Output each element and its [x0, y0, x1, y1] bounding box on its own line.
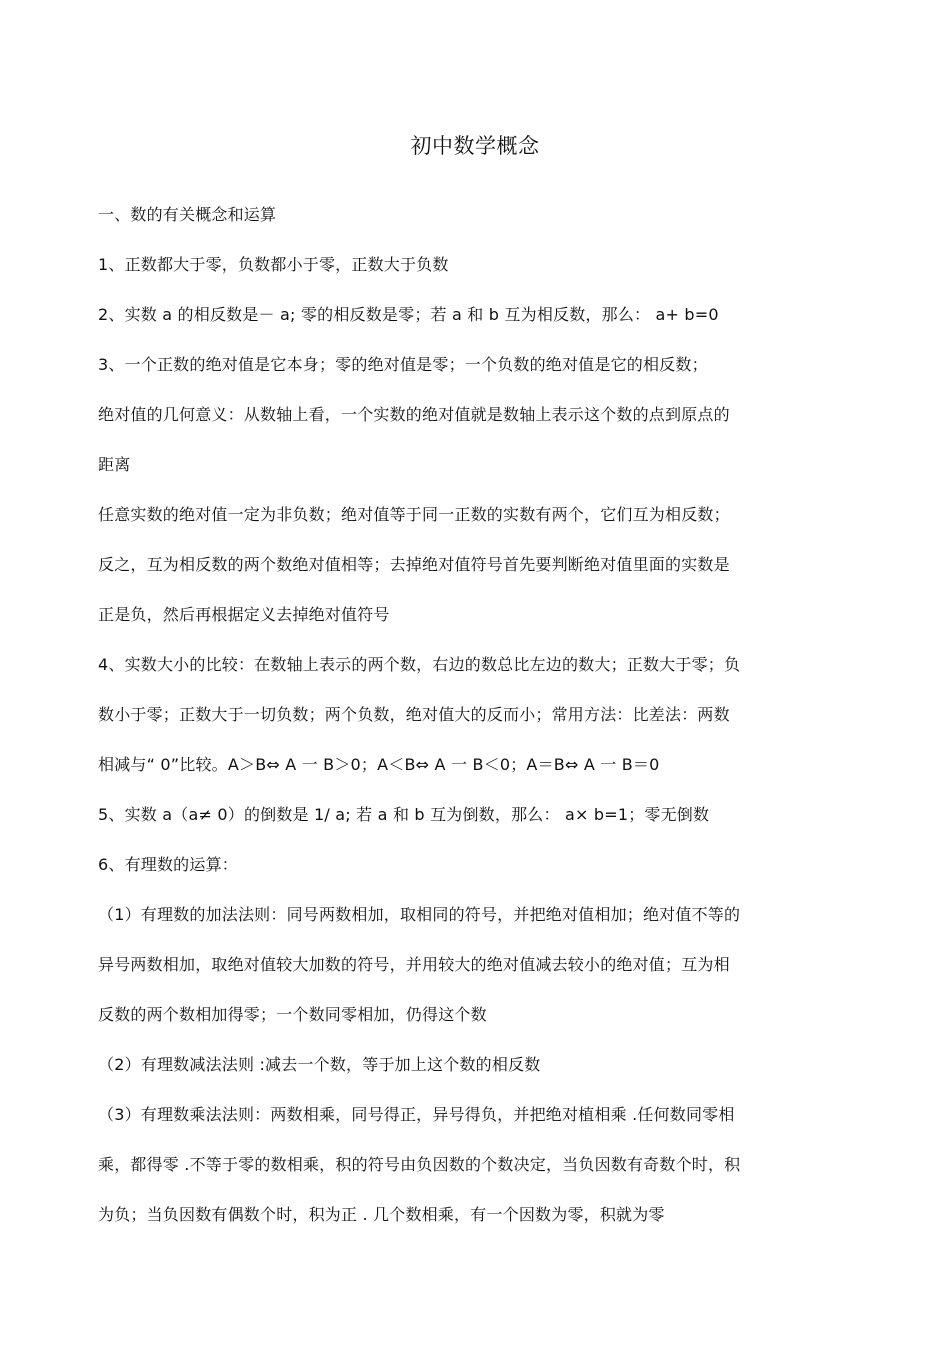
text-line: 6、有理数的运算： [98, 855, 238, 874]
text-line: 2、实数 a 的相反数是－ a; 零的相反数是零；若 a 和 b 互为相反数，那么： a+ b=0 [98, 305, 719, 324]
text-line: （3）有理数乘法法则：两数相乘，同号得正，异号得负，并把绝对植相乘 .任何数同零相 [98, 1105, 735, 1124]
section-heading: 一、数的有关概念和运算 [98, 205, 277, 224]
text-line: 乘，都得零 .不等于零的数相乘，积的符号由负因数的个数决定，当负因数有奇数个时，积 [98, 1155, 741, 1174]
text-line: 相减与“ 0”比较。A＞B⇔ A 一 B＞0；A＜B⇔ A 一 B＜0；A＝B⇔ A 一 B＝0 [98, 755, 660, 774]
text-line: 距离 [98, 455, 131, 474]
text-line: 反之，互为相反数的两个数绝对值相等；去掉绝对值符号首先要判断绝对值里面的实数是 [98, 555, 730, 574]
text-line: 3、一个正数的绝对值是它本身；零的绝对值是零；一个负数的绝对值是它的相反数； [98, 355, 708, 374]
document-title: 初中数学概念 [410, 134, 540, 158]
text-line: 异号两数相加，取绝对值较大加数的符号，并用较大的绝对值减去较小的绝对值；互为相 [98, 955, 730, 974]
text-line: 4、实数大小的比较：在数轴上表示的两个数，右边的数总比左边的数大；正数大于零；负 [98, 655, 741, 674]
text-line: （1）有理数的加法法则：同号两数相加，取相同的符号，并把绝对值相加；绝对值不等的 [98, 905, 741, 924]
text-line: 为负；当负因数有偶数个时，积为正 . 几个数相乘，有一个因数为零，积就为零 [98, 1205, 665, 1224]
text-line: 正是负，然后再根据定义去掉绝对值符号 [98, 605, 390, 624]
text-line: 绝对值的几何意义：从数轴上看，一个实数的绝对值就是数轴上表示这个数的点到原点的 [98, 405, 730, 424]
text-line: 5、实数 a（a≠ 0）的倒数是 1/ a; 若 a 和 b 互为倒数，那么： a× b=1；零无倒数 [98, 805, 710, 824]
text-line: 任意实数的绝对值一定为非负数；绝对值等于同一正数的实数有两个，它们互为相反数； [98, 505, 730, 524]
text-line: 反数的两个数相加得零；一个数同零相加，仍得这个数 [98, 1005, 487, 1024]
text-line: 数小于零；正数大于一切负数；两个负数，绝对值大的反而小；常用方法：比差法：两数 [98, 705, 730, 724]
text-line: （2）有理数减法法则 :减去一个数，等于加上这个数的相反数 [98, 1055, 541, 1074]
text-line: 1、正数都大于零，负数都小于零，正数大于负数 [98, 255, 449, 274]
